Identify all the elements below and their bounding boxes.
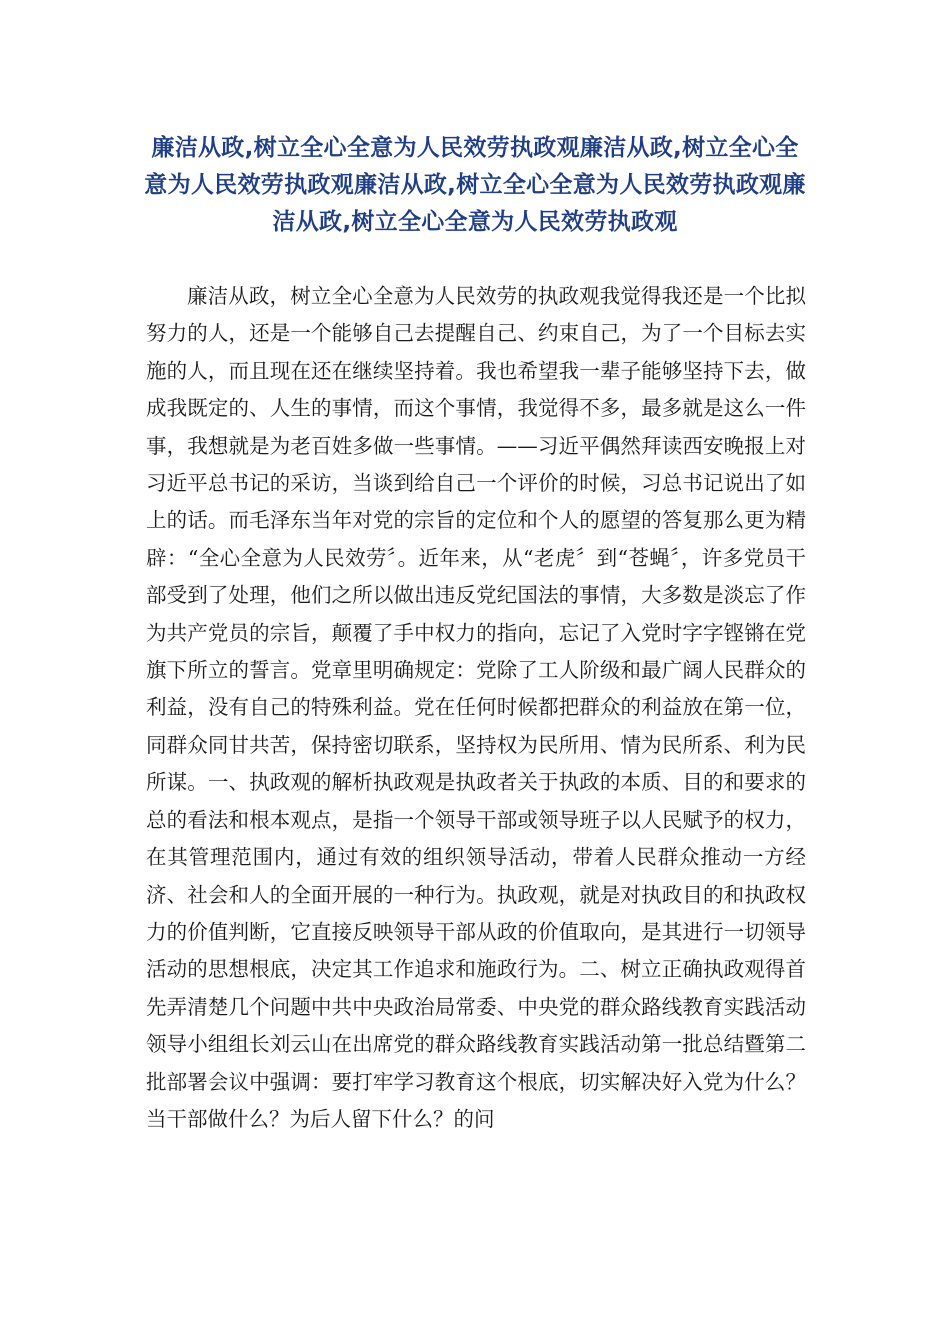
document-body-paragraph: 廉洁从政，树立全心全意为人民效劳的执政观我觉得我还是一个比拟努力的人，还是一个能够自己去提醒自己、约束自己，为了一个目标去实施的人，而且现在还在继续坚持着。我也希望我一辈子能够坚持下去，做成我既定的、人生的事情，而这个事情，我觉得不多，最多就是这么一件事，我想就是为老百姓多做一些事情。——习近平偶然拜读西安晚报上对习近平总书记的采访，当谈到给自己一个评价的时候，习总书记说出了如上的话。而毛泽东当年对党的宗旨的定位和个人的愿望的答复那么更为精辟：“全心全意为人民效劳〞。近年来，从“老虎〞到“苍蝇〞，许多党员干部受到了处理，他们之所以做出违反党纪国法的事情，大多数是淡忘了作为共产党员的宗旨，颠覆了手中权力的指向，忘记了入党时字字铿锵在党旗下所立的誓言。党章里明确规定：党除了工人阶级和最广阔人民群众的利益，没有自己的特殊利益。党在任何时候都把群众的利益放在第一位，同群众同甘共苦，保持密切联系，坚持权为民所用、情为民所系、利为民所谋。一、执政观的解析执政观是执政者关于执政的本质、目的和要求的总的看法和根本观点，是指一个领导干部或领导班子以人民赋予的权力，在其管理范围内，通过有效的组织领导活动，带着人民群众推动一方经济、社会和人的全面开展的一种行为。执政观，就是对执政目的和执政权力的价值判断，它直接反映领导干部从政的价值取向，是其进行一切领导活动的思想根底，决定其工作追求和施政行为。二、树立正确执政观得首先弄清楚几个问题中共中央政治局常委、中央党的群众路线教育实践活动领导小组组长刘云山在出席党的群众路线教育实践活动第一批总结暨第二批部署会议中强调：要打牢学习教育这个根底，切实解决好入党为什么？当干部做什么？为后人留下什么？的问 — [146, 284, 806, 1131]
document-title: 廉洁从政,树立全心全意为人民效劳执政观廉洁从政,树立全心全意为人民效劳执政观廉洁从政,树立全心全意为人民效劳执政观廉洁从政,树立全心全意为人民效劳执政观 — [144, 135, 806, 235]
